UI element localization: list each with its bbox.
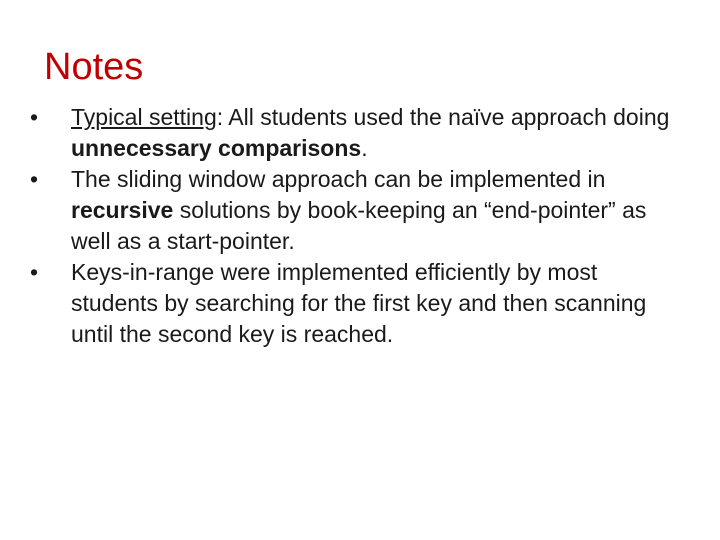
list-item bbox=[28, 164, 678, 257]
bullet-icon: • bbox=[30, 104, 39, 130]
bullet-text: Keys-in-range were implemented efficiently by most students by searching for the first key and then scanning until the second key is reached. bbox=[71, 259, 647, 347]
slide-title: Notes bbox=[44, 46, 144, 88]
bullet-text: The sliding window approach can be implemented in bbox=[71, 166, 606, 192]
bullet-text: solutions by book-keeping an “end-pointer” as well as a start-pointer. bbox=[71, 197, 647, 254]
bullet-text: . bbox=[361, 135, 368, 161]
list-item bbox=[28, 257, 678, 350]
bullet-list bbox=[28, 102, 678, 350]
emphasis-lead: Typical setting bbox=[71, 104, 217, 130]
list-item bbox=[28, 102, 678, 164]
bold-phrase: unnecessary comparisons bbox=[71, 135, 362, 161]
bullet-text: All students used the naïve approach doing bbox=[223, 104, 670, 130]
bullet-icon: • bbox=[30, 259, 39, 285]
bullet-icon: • bbox=[30, 166, 39, 192]
lead-colon: : bbox=[216, 104, 224, 130]
bold-phrase: recursive bbox=[71, 197, 174, 223]
